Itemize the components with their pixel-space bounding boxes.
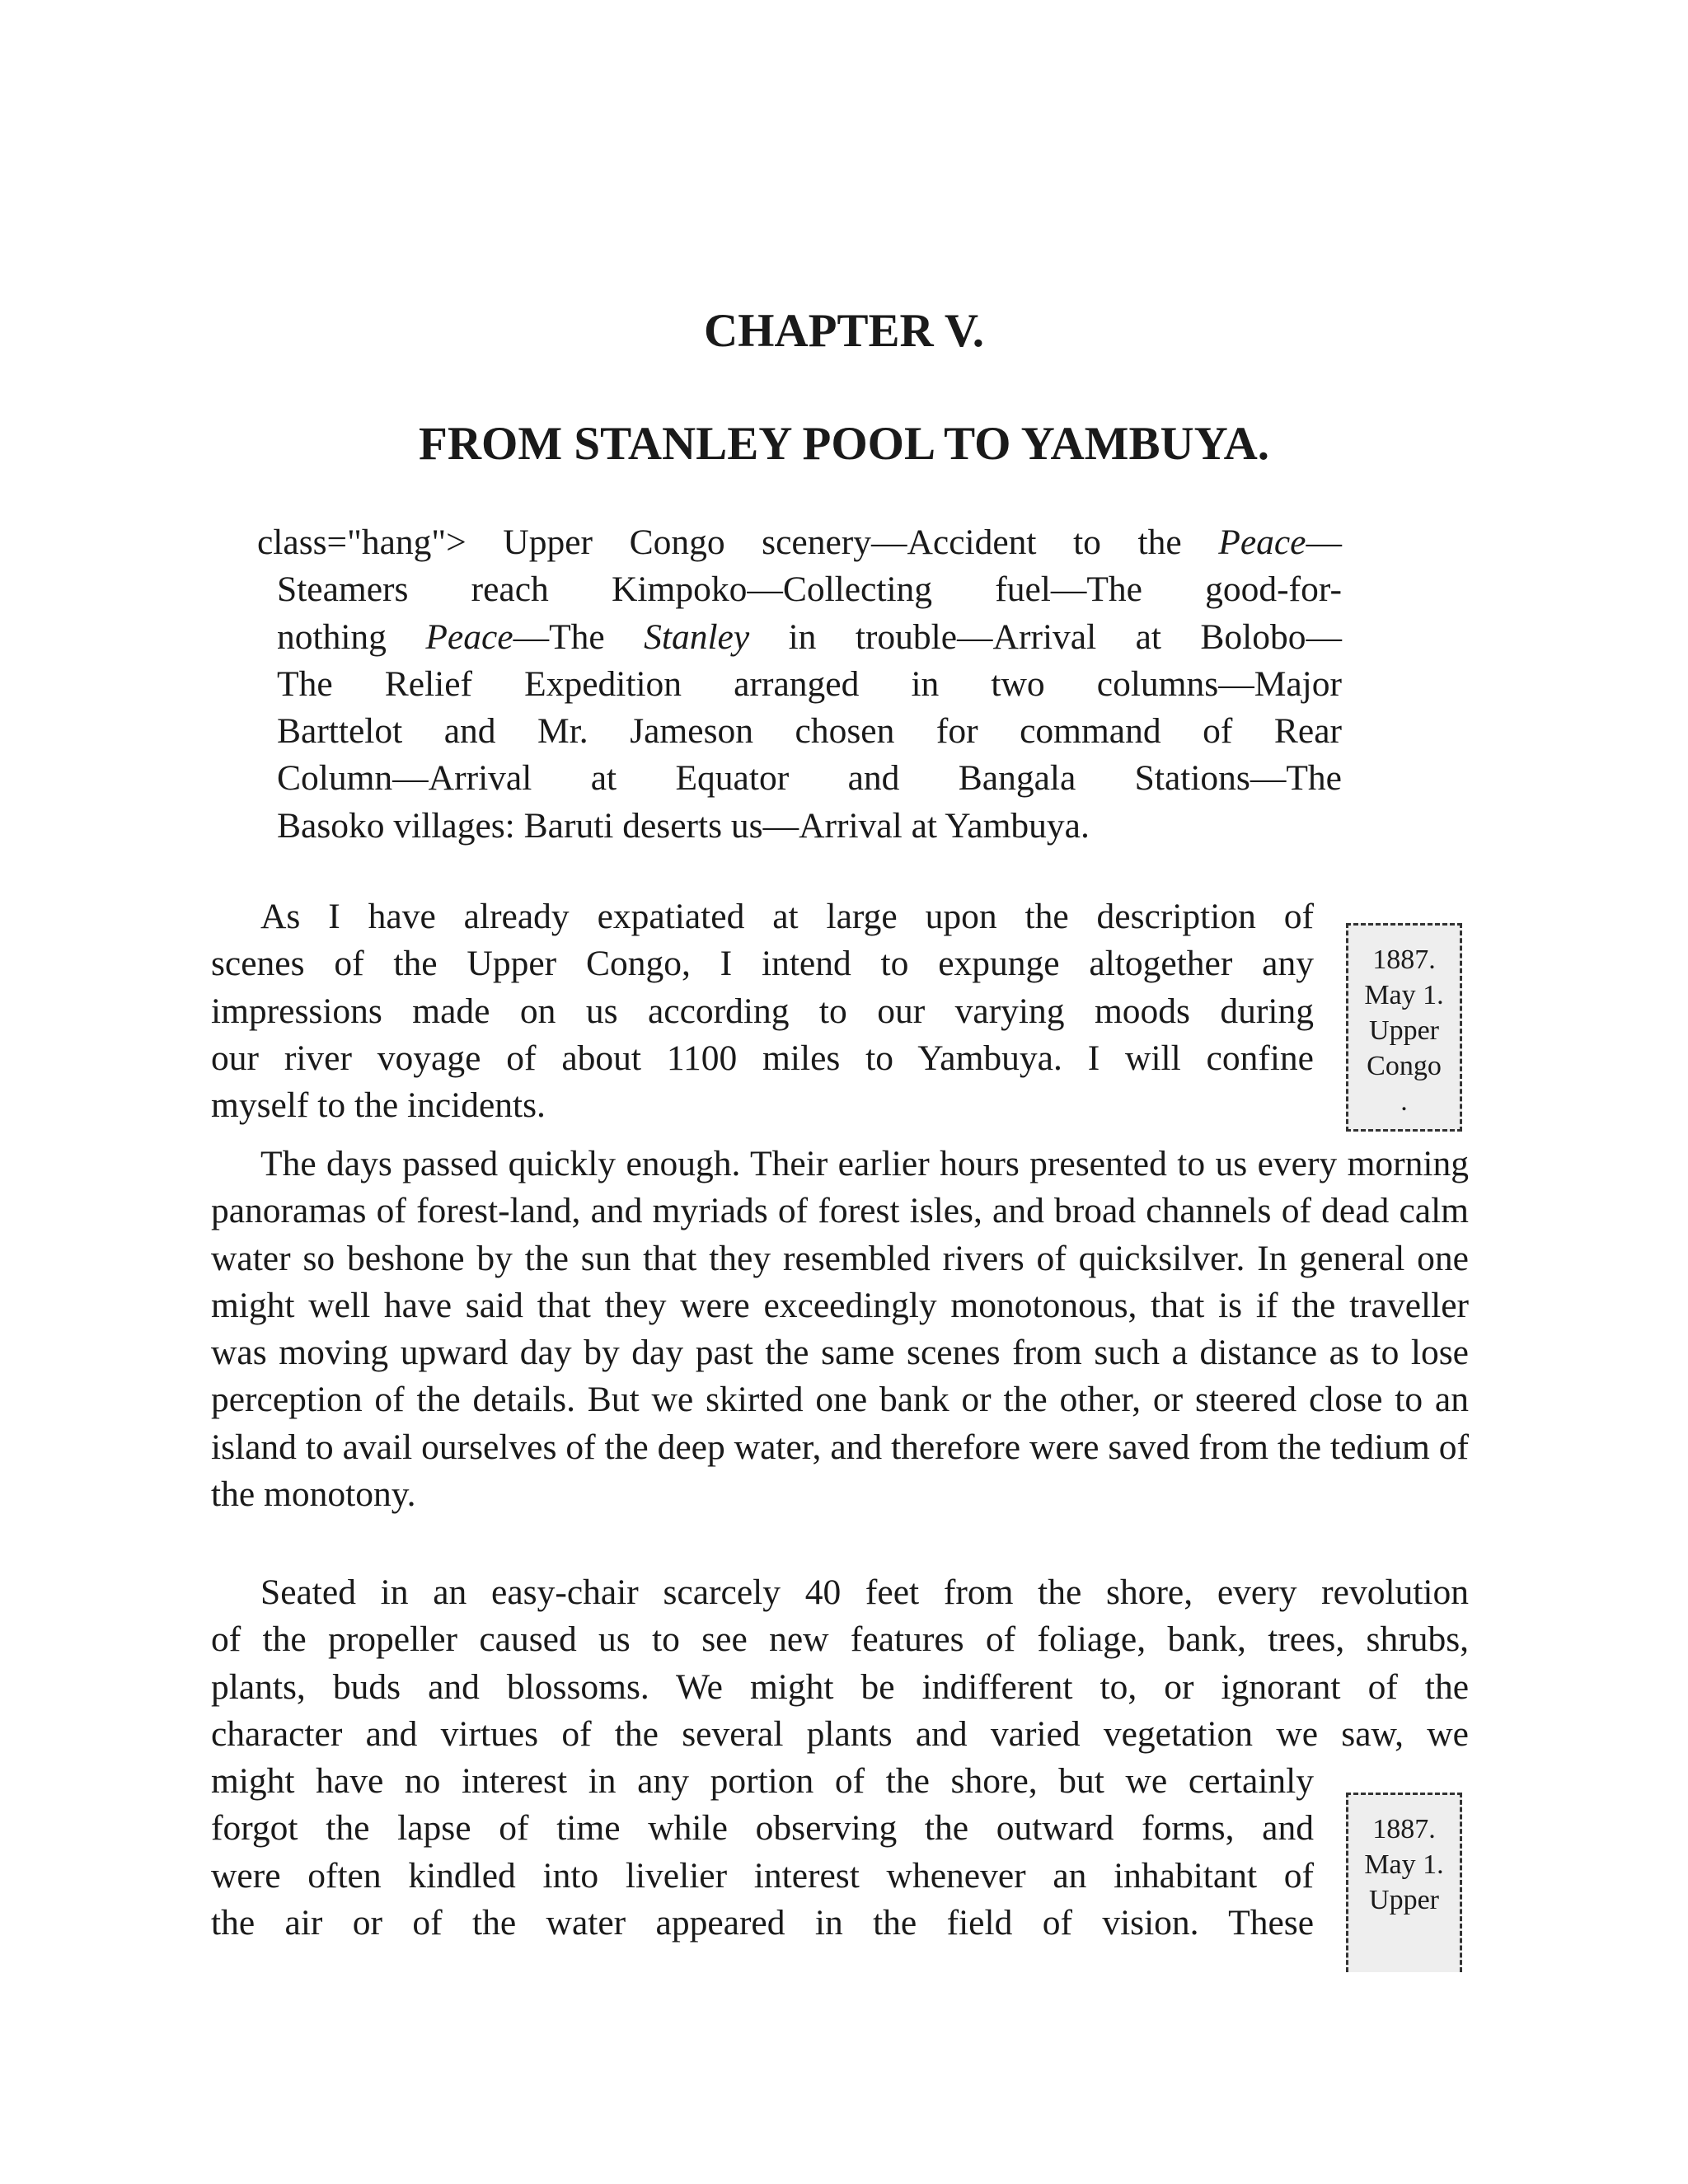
paragraph-line: might have no interest in any portion of the shore, but we certainly (211, 1761, 1314, 1801)
summary-line: class="hang"> Upper Congo scenery—Accident to the Peace— (257, 523, 1342, 562)
paragraph-line: forgot the lapse of time while observing the outward forms, and (211, 1808, 1314, 1849)
summary-line: Column—Arrival at Equator and Bangala Stations—The (277, 758, 1342, 799)
chapter-title: CHAPTER V. (704, 305, 984, 357)
paragraph-line: our river voyage of about 1100 miles to Yambuya. I will confine (211, 1038, 1314, 1078)
paragraph-line: plants, buds and blossoms. We might be indifferent to, or ignorant of the (211, 1666, 1469, 1707)
paragraph-1 (211, 893, 1314, 1129)
chapter-summary (257, 519, 1342, 850)
summary-line: Basoko villages: Baruti deserts us—Arrival at Yambuya. (277, 805, 1090, 846)
margin-note-place: Upper (1369, 1885, 1439, 1915)
margin-note-place: Upper (1369, 1015, 1439, 1046)
paragraph-line: impressions made on us according to our varying moods during (211, 991, 1314, 1031)
paragraph-3 (211, 1569, 1469, 1758)
summary-line: The Relief Expedition arranged in two columns—Major (277, 663, 1342, 704)
chapter-subtitle: FROM STANLEY POOL TO YAMBUYA. (419, 418, 1269, 470)
paragraph-3-continued (211, 1758, 1314, 1947)
summary-line: Barttelot and Mr. Jameson chosen for command of Rear (277, 711, 1342, 752)
paragraph-line: were often kindled into livelier interest whenever an inhabitant of (211, 1855, 1314, 1896)
paragraph-line: of the propeller caused us to see new features of foliage, bank, trees, shrubs, (211, 1619, 1469, 1660)
paragraph-2: The days passed quickly enough. Their earlier hours presented to us every morning panoramas of forest-land, and myriads of forest isles, and broad channels of dead calm water so beshone by the sun that they resembled rivers of quicksilver. In general one might well have said that they were exceedingly monotonous, that is if the traveller was moving upward day by day past the same scenes from such a distance as to lose perception of the details. But we skirted one bank or the other, or steered close to an island to avail ourselves of the deep water, and therefore were saved from the tedium of the monotony. (211, 1144, 1469, 1515)
paragraph-line: scenes of the Upper Congo, I intend to expunge altogether any (211, 944, 1314, 984)
margin-note-place: Congo (1367, 1051, 1442, 1081)
margin-note-date: May 1. (1364, 1849, 1444, 1880)
paragraph-line: myself to the incidents. (211, 1085, 546, 1126)
paragraph-line: Seated in an easy-chair scarcely 40 feet from the shore, every revolution (260, 1572, 1469, 1612)
paragraph-line: character and virtues of the several plants and varied vegetation we saw, we (211, 1713, 1469, 1754)
margin-note-year: 1887. (1372, 1814, 1436, 1844)
summary-line: nothing Peace—The Stanley in trouble—Arrival at Bolobo— (277, 616, 1342, 657)
paragraph-line: the air or of the water appeared in the field of vision. These (211, 1902, 1314, 1943)
margin-note-tail: . (1400, 1086, 1408, 1117)
summary-line: Steamers reach Kimpoko—Collecting fuel—The good-for- (277, 569, 1342, 610)
margin-note (1346, 923, 1462, 1132)
paragraph-line: As I have already expatiated at large upon the description of (260, 897, 1314, 936)
margin-note-year: 1887. (1372, 944, 1436, 975)
margin-note-date: May 1. (1364, 980, 1444, 1010)
margin-note (1346, 1793, 1462, 1972)
